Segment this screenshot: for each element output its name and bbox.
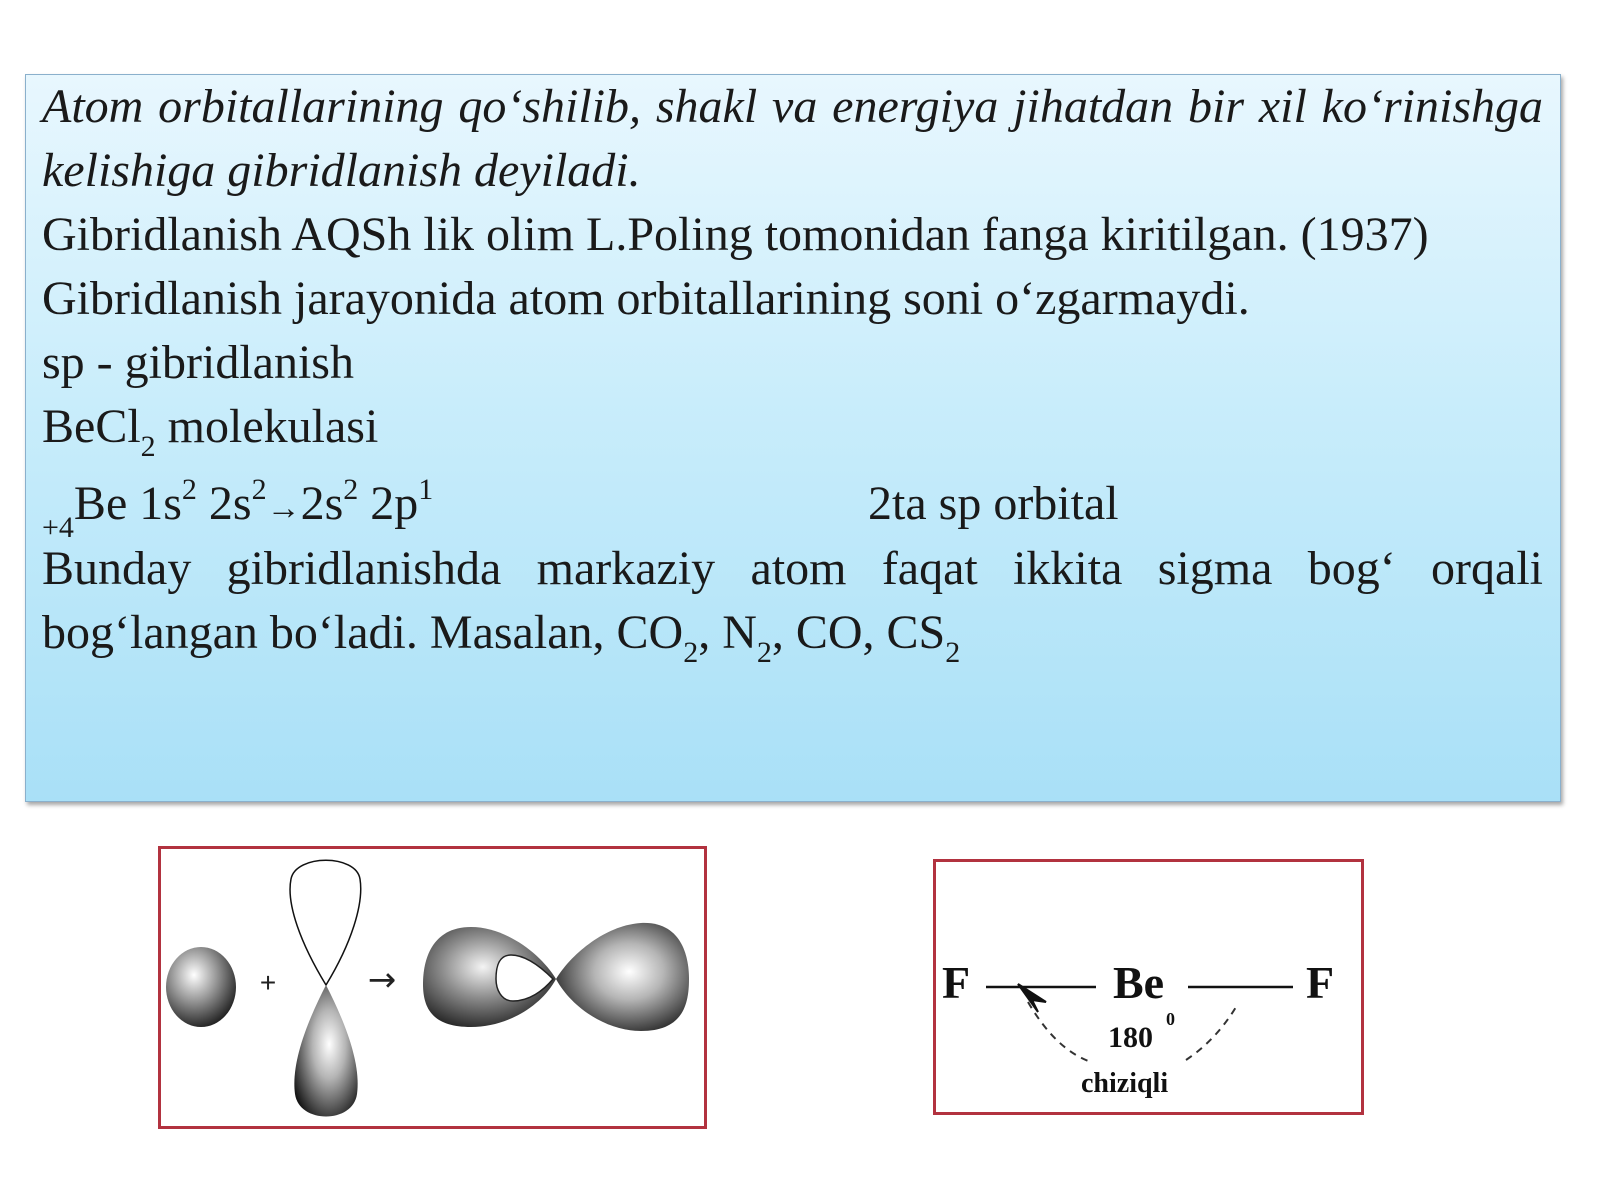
electron-configuration-line <box>42 459 1543 544</box>
examples-co-cs: , CO, CS <box>771 606 946 659</box>
p-orbital-lower-lobe <box>294 985 357 1117</box>
config-exp-1: 2 <box>181 473 197 506</box>
definition-paragraph: Atom orbitallarining qo‘shilib, shakl va energiya jihatdan bir xil ko‘rinishga kelishiga gibridlanish deyiladi. <box>42 80 1543 197</box>
bef2-structure-figure <box>933 859 1364 1115</box>
conservation-line: Gibridlanish jarayonida atom orbitallarining soni o‘zgarmaydi. <box>42 272 1250 325</box>
becl2-formula: BeCl <box>42 400 141 453</box>
bef2-diagram <box>936 862 1361 1112</box>
molecule-word: molekulasi <box>155 400 379 453</box>
config-part-2s-excited: 2s <box>300 477 344 530</box>
beryllium-atom: Be <box>1113 957 1165 1008</box>
sp-orbital-count: 2ta sp orbital <box>868 477 1119 530</box>
config-exp-4: 1 <box>418 473 434 506</box>
nuclear-charge: +4 <box>42 511 74 544</box>
examples-intro: Bunday gibridlanishda markaziy atom faqat ikkita sigma bog‘ orqali bog‘langan bo‘ladi. Masalan, CO <box>42 542 1543 659</box>
config-arrow: → <box>266 490 301 527</box>
s-orbital-sphere <box>166 947 236 1027</box>
right-fluorine-atom: F <box>1306 957 1335 1008</box>
p-orbital-upper-lobe <box>290 860 361 985</box>
orbital-diagram <box>161 849 704 1126</box>
sp-hybridization-heading: sp - gibridlanish <box>42 336 354 389</box>
becl2-molecule-line <box>42 395 1543 463</box>
config-element: Be 1s <box>73 477 182 530</box>
bond-angle-degree: 0 <box>1166 1009 1175 1029</box>
orbital-plus-sign: + <box>259 967 277 998</box>
molecular-shape-label: chiziqli <box>1081 1068 1169 1099</box>
config-exp-3: 2 <box>343 473 359 506</box>
text-panel <box>25 74 1561 802</box>
examples-n2: , N <box>698 606 757 659</box>
cs2-subscript: 2 <box>945 636 961 669</box>
config-exp-2: 2 <box>251 473 267 506</box>
examples-paragraph <box>42 537 1543 669</box>
becl2-subscript: 2 <box>140 430 156 463</box>
history-paragraph: Gibridlanish AQSh lik olim L.Poling tomonidan fanga kiritilgan. (1937) <box>42 208 1429 261</box>
config-part-2s: 2s <box>196 477 252 530</box>
co2-subscript: 2 <box>683 636 699 669</box>
orbital-hybridization-figure <box>158 846 707 1129</box>
sp-hybrid-large-lobe <box>556 923 689 1031</box>
n2-subscript: 2 <box>756 636 772 669</box>
orbital-arrow: → <box>367 960 397 1000</box>
config-part-2p: 2p <box>358 477 419 530</box>
bond-angle-value: 180 <box>1108 1021 1153 1054</box>
left-fluorine-atom: F <box>942 957 971 1008</box>
